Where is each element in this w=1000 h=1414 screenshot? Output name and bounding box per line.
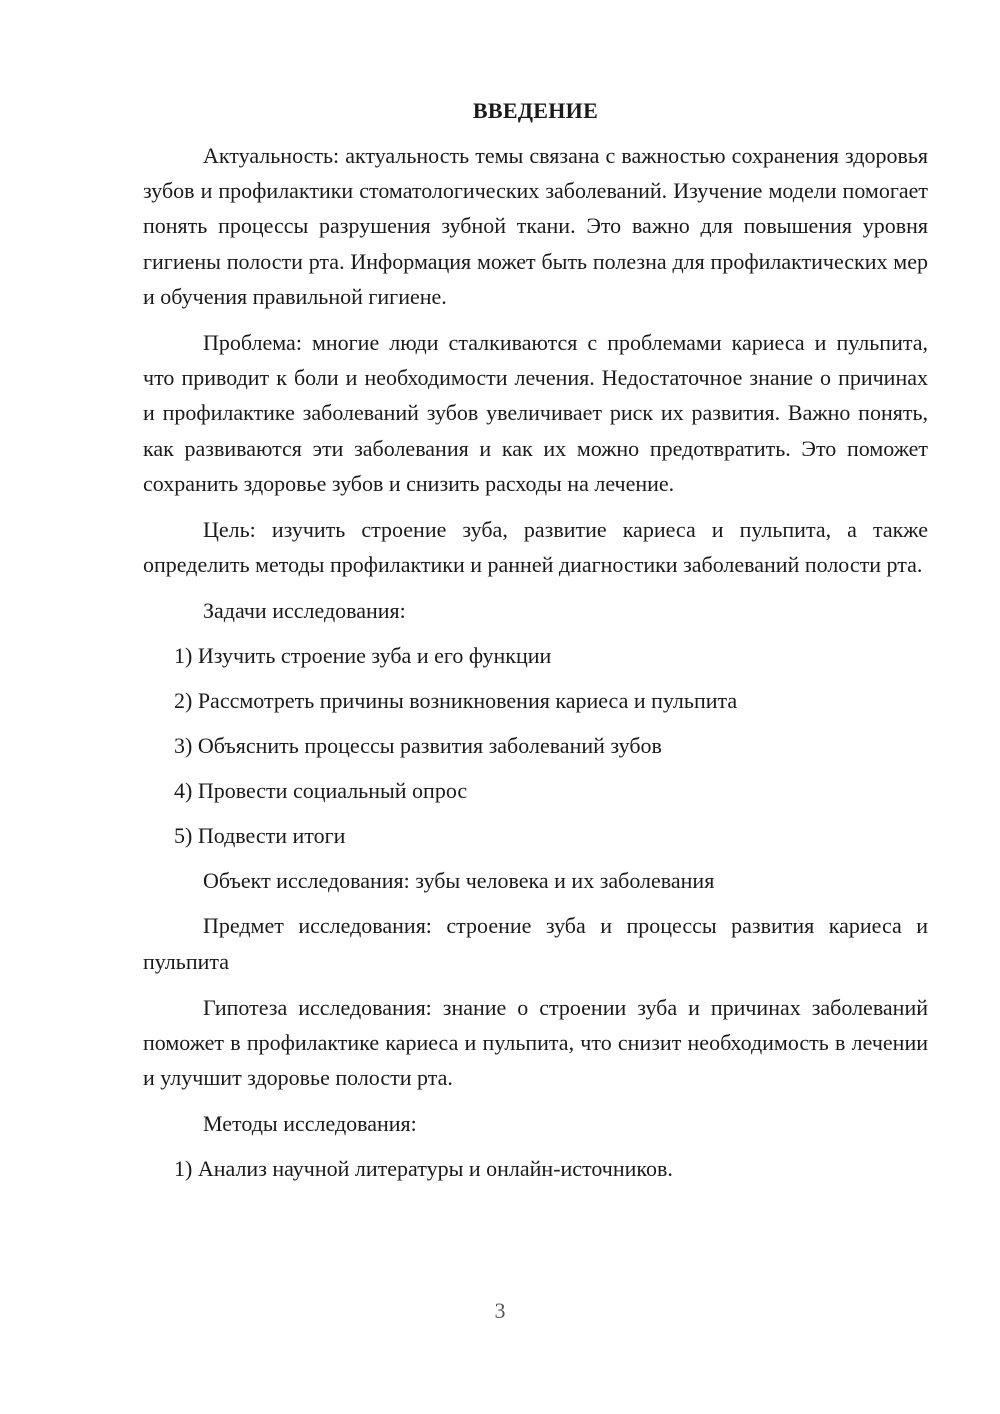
problem-paragraph: Проблема: многие люди сталкиваются с проблемами кариеса и пульпита, что приводит к боли и необходимости лечения. Недостаточное знание о причинах и профилактике заболеваний зубов увеличивает риск их развития. Важно понять, как развиваются эти заболевания и как их можно предотвратить. Это поможет сохранить здоровье зубов и снизить расходы на лечение. <box>143 330 928 496</box>
task-item-5: 5) Подвести итоги <box>174 823 346 849</box>
relevance-paragraph: Актуальность: актуальность темы связана с важностью сохранения здоровья зубов и профилактики стоматологических заболеваний. Изучение модели помогает понять процессы разрушения зубной ткани. Это важно для повышения уровня гигиены полости рта. Информация может быть полезна для профилактических мер и обучения правильной гигиене. <box>143 143 928 309</box>
task-item-4: 4) Провести социальный опрос <box>174 778 468 804</box>
method-item-1: 1) Анализ научной литературы и онлайн-источников. <box>174 1156 673 1182</box>
methods-heading: Методы исследования: <box>203 1111 417 1137</box>
page-number: 3 <box>494 1298 506 1323</box>
section-title: ВВЕДЕНИЕ <box>472 98 599 123</box>
task-item-3: 3) Объяснить процессы развития заболеваний зубов <box>174 733 662 759</box>
methods-list <box>143 1151 928 1186</box>
task-item-2: 2) Рассмотреть причины возникновения кариеса и пульпита <box>174 688 738 714</box>
hypothesis-paragraph: Гипотеза исследования: знание о строении зуба и причинах заболеваний поможет в профилактике кариеса и пульпита, что снизит необходимость в лечении и улучшит здоровье полости рта. <box>143 994 928 1091</box>
subject-paragraph: Предмет исследования: строение зуба и процессы развития кариеса и пульпита <box>143 913 928 974</box>
goal-paragraph: Цель: изучить строение зуба, развитие кариеса и пульпита, а также определить методы профилактики и ранней диагностики заболеваний полости рта. <box>143 517 928 578</box>
page-content <box>143 96 928 1196</box>
task-item-1: 1) Изучить строение зуба и его функции <box>174 643 552 669</box>
tasks-heading: Задачи исследования: <box>203 598 406 624</box>
object-line: Объект исследования: зубы человека и их заболевания <box>203 868 715 894</box>
tasks-list <box>143 638 928 853</box>
